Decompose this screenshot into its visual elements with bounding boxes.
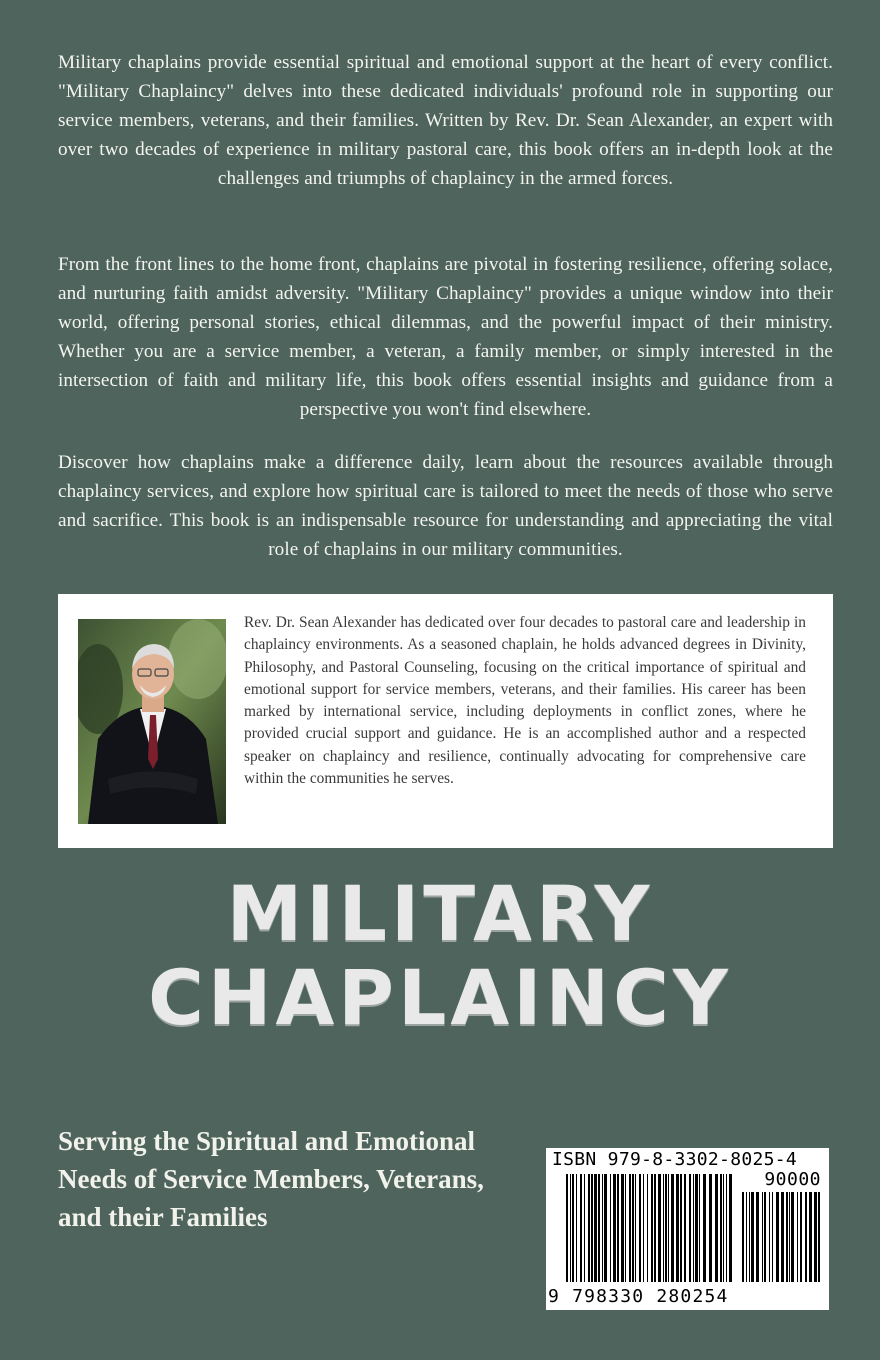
book-subtitle: Serving the Spiritual and Emotional Needs of Service Members, Veterans, and their Families (58, 1126, 484, 1232)
barcode-bar (566, 1174, 568, 1282)
barcode-bar (800, 1192, 802, 1282)
barcode-bar (742, 1192, 744, 1282)
barcode-bar (584, 1174, 585, 1282)
barcode-bar (818, 1192, 820, 1282)
barcode-bar (762, 1192, 763, 1282)
barcode-bar (789, 1192, 790, 1282)
barcode-bar (570, 1174, 571, 1282)
barcode-bar (643, 1174, 644, 1282)
barcode-bar (776, 1192, 779, 1282)
price-addon: 90000 (764, 1169, 821, 1190)
barcode-bar (805, 1192, 807, 1282)
barcode-bar (663, 1174, 664, 1282)
barcode-bar (676, 1174, 679, 1282)
barcode-bar (786, 1192, 788, 1282)
barcode-bar (684, 1174, 686, 1282)
barcode-bar (809, 1192, 812, 1282)
barcode-bar (720, 1174, 722, 1282)
barcode-bar (658, 1174, 661, 1282)
barcode-bar (703, 1174, 706, 1282)
barcode-bar (647, 1174, 648, 1282)
barcode-bar (665, 1174, 667, 1282)
barcode-bar (791, 1192, 794, 1282)
barcode-bar (594, 1174, 597, 1282)
barcode-bar (680, 1174, 682, 1282)
barcode-bar (598, 1174, 600, 1282)
barcode-bar (746, 1192, 747, 1282)
barcode-bar (580, 1174, 582, 1282)
barcode-bar (693, 1174, 694, 1282)
book-title-line-1: MILITARY (226, 869, 654, 958)
barcode-bar (629, 1174, 631, 1282)
barcode-bar (797, 1192, 798, 1282)
author-bio-text: Rev. Dr. Sean Alexander has dedicated over four decades to pastoral care and leadership in chaplaincy environments. As a seasoned chaplain, he holds advanced degrees in Divinity, Philosophy, and Pastoral Counseling, focusing on the critical importance of spiritual and emotional support for service members, veterans, and their families. His career has been marked by international service, including deployments in conflict zones, where he provided crucial support and guidance. He is an accomplished author and a respected speaker on chaplaincy and resilience, continually advocating for comprehensive care within the communities he serves. (244, 614, 806, 788)
barcode-bar (814, 1192, 817, 1282)
blurb-paragraph-3: Discover how chaplains make a difference daily, learn about the resources available through chaplaincy services, and explore how spiritual care is tailored to meet the needs of those who serve and sacrifice. This book is an indispensable resource for understanding and appreciating the vital role of chaplains in our military communities. (58, 452, 833, 560)
barcode-bar (709, 1174, 712, 1282)
barcode-bar (668, 1174, 669, 1282)
barcode-bar (621, 1174, 624, 1282)
barcode-bar (591, 1174, 593, 1282)
barcode-bar (695, 1174, 698, 1282)
barcode-bar (671, 1174, 674, 1282)
blurb-paragraph-1: Military chaplains provide essential spiritual and emotional support at the heart of every conflict. "Military Chaplaincy" delves into these dedicated individuals' profound role in supporting our service members, veterans, and their families. Written by Rev. Dr. Sean Alexander, an expert with over two decades of experience in military pastoral care, this book offers an in-depth look at the challenges and triumphs of chaplaincy in the armed forces. (58, 52, 833, 189)
barcode-bar (756, 1192, 759, 1282)
barcode-bar (769, 1192, 770, 1282)
author-photo (78, 619, 226, 824)
barcode-bar (639, 1174, 641, 1282)
barcode-bar (617, 1174, 619, 1282)
barcode-bar (729, 1174, 732, 1282)
barcode-bar (772, 1192, 773, 1282)
barcode-bar (764, 1192, 766, 1282)
barcode-bar (781, 1192, 784, 1282)
barcode-bar (632, 1174, 634, 1282)
barcode-bar (699, 1174, 700, 1282)
barcode-bar (625, 1174, 626, 1282)
barcode-bar (613, 1174, 616, 1282)
barcode-bar (635, 1174, 636, 1282)
barcode-bar (715, 1174, 718, 1282)
barcode-bar (651, 1174, 653, 1282)
author-bio-panel (58, 594, 833, 848)
barcode-bar (610, 1174, 611, 1282)
barcode-bar (751, 1192, 754, 1282)
barcode-bar (726, 1174, 727, 1282)
barcode-bar (654, 1174, 656, 1282)
barcode-bar (689, 1174, 691, 1282)
barcode-bar (572, 1174, 574, 1282)
isbn-barcode (546, 1148, 829, 1310)
barcode-bar (749, 1192, 750, 1282)
barcode-bar (723, 1174, 724, 1282)
barcode-bar (602, 1174, 603, 1282)
blurb-paragraph-2: From the front lines to the home front, chaplains are pivotal in fostering resilience, offering solace, and nurturing faith amidst adversity. "Military Chaplaincy" provides a unique window into their world, offering personal stories, ethical dilemmas, and the powerful impact of their ministry. Whether you are a service member, a veteran, a family member, or simply interested in the intersection of faith and military life, this book offers essential insights and guidance from a perspective you won't find elsewhere. (58, 254, 833, 420)
book-title-line-2: CHAPLAINCY (148, 953, 732, 1042)
barcode-bar (588, 1174, 590, 1282)
barcode-bar (604, 1174, 607, 1282)
ean-digits: 9 798330 280254 (548, 1286, 729, 1307)
barcode-bar (576, 1174, 577, 1282)
isbn-number: ISBN 979-8-3302-8025-4 (552, 1149, 798, 1170)
